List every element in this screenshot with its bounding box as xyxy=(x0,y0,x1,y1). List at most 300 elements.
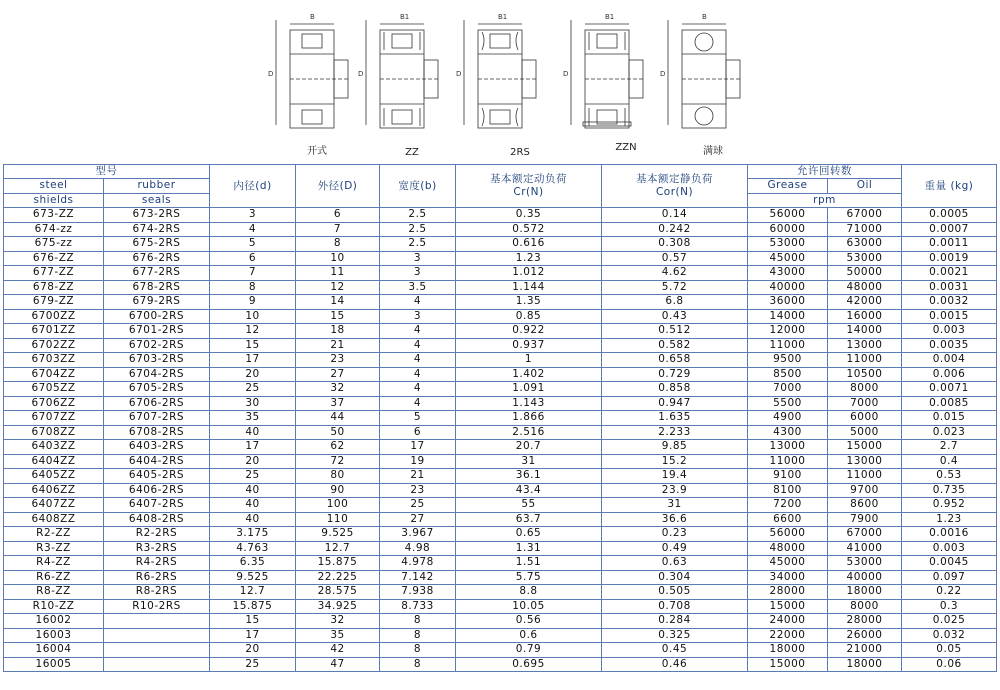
cell-oil-rpm: 21000 xyxy=(828,643,902,658)
cell-grease-rpm: 6600 xyxy=(748,512,828,527)
cell-dynamic-load: 1.31 xyxy=(456,541,602,556)
cell-seal-model: R3-2RS xyxy=(104,541,210,556)
cell-shield-model: 6703ZZ xyxy=(4,353,104,368)
cell-outer-diameter: 90 xyxy=(296,483,380,498)
cell-grease-rpm: 36000 xyxy=(748,295,828,310)
cell-seal-model: 6708-2RS xyxy=(104,425,210,440)
table-row xyxy=(4,585,997,600)
cell-outer-diameter: 12 xyxy=(296,280,380,295)
cell-weight: 0.006 xyxy=(902,367,997,382)
cell-grease-rpm: 22000 xyxy=(748,628,828,643)
cell-seal-model: R8-2RS xyxy=(104,585,210,600)
cell-outer-diameter: 72 xyxy=(296,454,380,469)
diagram-label-2rs: 2RS xyxy=(510,147,530,158)
cell-seal-model: 6404-2RS xyxy=(104,454,210,469)
header-grease: Grease xyxy=(748,179,828,194)
cell-static-load: 1.635 xyxy=(602,411,748,426)
cell-outer-diameter: 80 xyxy=(296,469,380,484)
cell-static-load: 36.6 xyxy=(602,512,748,527)
cell-width: 2.5 xyxy=(380,208,456,223)
cell-outer-diameter: 62 xyxy=(296,440,380,455)
cell-bore: 40 xyxy=(210,483,296,498)
cell-static-load: 23.9 xyxy=(602,483,748,498)
cell-dynamic-load: 1.143 xyxy=(456,396,602,411)
cell-seal-model xyxy=(104,628,210,643)
cell-bore: 9 xyxy=(210,295,296,310)
cell-width: 4 xyxy=(380,367,456,382)
cell-weight: 0.003 xyxy=(902,541,997,556)
cell-outer-diameter: 50 xyxy=(296,425,380,440)
diagram-side-label: D xyxy=(358,70,364,78)
cell-dynamic-load: 1.51 xyxy=(456,556,602,571)
cell-weight: 0.025 xyxy=(902,614,997,629)
cell-grease-rpm: 40000 xyxy=(748,280,828,295)
cell-grease-rpm: 56000 xyxy=(748,208,828,223)
cell-shield-model: 16002 xyxy=(4,614,104,629)
cell-width: 8 xyxy=(380,614,456,629)
cell-bore: 15 xyxy=(210,338,296,353)
cell-bore: 10 xyxy=(210,309,296,324)
cell-oil-rpm: 13000 xyxy=(828,454,902,469)
cell-weight: 0.0035 xyxy=(902,338,997,353)
table-row xyxy=(4,208,997,223)
cell-dynamic-load: 0.35 xyxy=(456,208,602,223)
cell-width: 3.5 xyxy=(380,280,456,295)
cell-oil-rpm: 71000 xyxy=(828,222,902,237)
table-row xyxy=(4,454,997,469)
cell-static-load: 0.14 xyxy=(602,208,748,223)
cell-seal-model: 675-2RS xyxy=(104,237,210,252)
cell-dynamic-load: 0.85 xyxy=(456,309,602,324)
cell-outer-diameter: 47 xyxy=(296,657,380,672)
cell-weight: 0.0031 xyxy=(902,280,997,295)
cell-grease-rpm: 48000 xyxy=(748,541,828,556)
cell-outer-diameter: 21 xyxy=(296,338,380,353)
header-model: 型号 xyxy=(4,165,210,179)
diagram-dim-top: B xyxy=(702,13,707,21)
cell-outer-diameter: 9.525 xyxy=(296,527,380,542)
table-row xyxy=(4,541,997,556)
cell-shield-model: 16003 xyxy=(4,628,104,643)
cell-shield-model: 675-zz xyxy=(4,237,104,252)
cell-seal-model: R2-2RS xyxy=(104,527,210,542)
bearing-diagrams xyxy=(0,0,1000,165)
cell-outer-diameter: 11 xyxy=(296,266,380,281)
cell-static-load: 0.45 xyxy=(602,643,748,658)
cell-static-load: 5.72 xyxy=(602,280,748,295)
cell-outer-diameter: 27 xyxy=(296,367,380,382)
cell-static-load: 0.49 xyxy=(602,541,748,556)
cell-dynamic-load: 1.35 xyxy=(456,295,602,310)
cell-bore: 5 xyxy=(210,237,296,252)
cell-outer-diameter: 42 xyxy=(296,643,380,658)
cell-static-load: 4.62 xyxy=(602,266,748,281)
cell-oil-rpm: 11000 xyxy=(828,469,902,484)
header-rubber: rubber xyxy=(104,179,210,194)
table-row xyxy=(4,425,997,440)
cell-seal-model: 6407-2RS xyxy=(104,498,210,513)
cell-static-load: 0.284 xyxy=(602,614,748,629)
table-row xyxy=(4,353,997,368)
cell-static-load: 0.582 xyxy=(602,338,748,353)
cell-weight: 0.004 xyxy=(902,353,997,368)
cell-seal-model: R10-2RS xyxy=(104,599,210,614)
cell-dynamic-load: 43.4 xyxy=(456,483,602,498)
cell-dynamic-load: 31 xyxy=(456,454,602,469)
cell-shield-model: 6702ZZ xyxy=(4,338,104,353)
cell-shield-model: 674-zz xyxy=(4,222,104,237)
cell-outer-diameter: 23 xyxy=(296,353,380,368)
cell-seal-model: 6703-2RS xyxy=(104,353,210,368)
cell-bore: 25 xyxy=(210,382,296,397)
header-static-load-title: 基本额定静负荷 xyxy=(636,173,713,185)
cell-oil-rpm: 41000 xyxy=(828,541,902,556)
cell-weight: 0.0085 xyxy=(902,396,997,411)
header-width: 宽度(b) xyxy=(380,165,456,208)
table-body xyxy=(4,208,997,672)
bearing-diagram-full xyxy=(668,20,740,128)
cell-bore: 40 xyxy=(210,425,296,440)
cell-outer-diameter: 7 xyxy=(296,222,380,237)
cell-shield-model: R3-ZZ xyxy=(4,541,104,556)
cell-seal-model xyxy=(104,643,210,658)
cell-shield-model: R8-ZZ xyxy=(4,585,104,600)
cell-width: 3 xyxy=(380,266,456,281)
table-row xyxy=(4,295,997,310)
cell-static-load: 0.658 xyxy=(602,353,748,368)
header-shields: shields xyxy=(4,193,104,208)
table-row xyxy=(4,367,997,382)
cell-bore: 25 xyxy=(210,469,296,484)
cell-dynamic-load: 1.091 xyxy=(456,382,602,397)
cell-bore: 4.763 xyxy=(210,541,296,556)
cell-shield-model: 676-ZZ xyxy=(4,251,104,266)
table-row xyxy=(4,396,997,411)
table-row xyxy=(4,643,997,658)
cell-weight: 0.0032 xyxy=(902,295,997,310)
cell-seal-model: R4-2RS xyxy=(104,556,210,571)
cell-outer-diameter: 22.225 xyxy=(296,570,380,585)
cell-grease-rpm: 24000 xyxy=(748,614,828,629)
header-dynamic-load xyxy=(456,165,602,208)
cell-width: 4 xyxy=(380,396,456,411)
cell-width: 17 xyxy=(380,440,456,455)
cell-seal-model: 6702-2RS xyxy=(104,338,210,353)
cell-bore: 20 xyxy=(210,367,296,382)
header-weight: 重量 (kg) xyxy=(902,165,997,208)
cell-width: 4 xyxy=(380,295,456,310)
diagram-dim-top: B1 xyxy=(498,13,508,21)
cell-grease-rpm: 13000 xyxy=(748,440,828,455)
cell-bore: 17 xyxy=(210,440,296,455)
cell-shield-model: 16004 xyxy=(4,643,104,658)
cell-bore: 35 xyxy=(210,411,296,426)
cell-bore: 6.35 xyxy=(210,556,296,571)
cell-bore: 9.525 xyxy=(210,570,296,585)
cell-seal-model: 6701-2RS xyxy=(104,324,210,339)
cell-dynamic-load: 55 xyxy=(456,498,602,513)
cell-grease-rpm: 28000 xyxy=(748,585,828,600)
cell-static-load: 0.505 xyxy=(602,585,748,600)
cell-shield-model: 6403ZZ xyxy=(4,440,104,455)
cell-shield-model: R2-ZZ xyxy=(4,527,104,542)
cell-static-load: 0.947 xyxy=(602,396,748,411)
cell-width: 4 xyxy=(380,338,456,353)
cell-grease-rpm: 11000 xyxy=(748,454,828,469)
cell-grease-rpm: 9500 xyxy=(748,353,828,368)
cell-outer-diameter: 37 xyxy=(296,396,380,411)
cell-shield-model: 679-ZZ xyxy=(4,295,104,310)
table-row xyxy=(4,556,997,571)
cell-oil-rpm: 14000 xyxy=(828,324,902,339)
cell-shield-model: 6704ZZ xyxy=(4,367,104,382)
header-static-load xyxy=(602,165,748,208)
cell-grease-rpm: 45000 xyxy=(748,251,828,266)
header-oil: Oil xyxy=(828,179,902,194)
cell-oil-rpm: 67000 xyxy=(828,527,902,542)
table-row xyxy=(4,237,997,252)
cell-seal-model: 678-2RS xyxy=(104,280,210,295)
header-dynamic-load-title: 基本额定动负荷 xyxy=(490,173,567,185)
header-rpm: rpm xyxy=(748,193,902,208)
cell-dynamic-load: 0.56 xyxy=(456,614,602,629)
cell-weight: 0.06 xyxy=(902,657,997,672)
cell-bore: 6 xyxy=(210,251,296,266)
cell-dynamic-load: 10.05 xyxy=(456,599,602,614)
cell-width: 25 xyxy=(380,498,456,513)
table-row xyxy=(4,527,997,542)
cell-seal-model: 6408-2RS xyxy=(104,512,210,527)
cell-bore: 12 xyxy=(210,324,296,339)
cell-seal-model: 674-2RS xyxy=(104,222,210,237)
bearing-diagram-open xyxy=(276,20,348,128)
cell-dynamic-load: 1.144 xyxy=(456,280,602,295)
cell-bore: 4 xyxy=(210,222,296,237)
cell-width: 4 xyxy=(380,353,456,368)
bearing-diagram-zz xyxy=(366,20,438,128)
cell-shield-model: 673-ZZ xyxy=(4,208,104,223)
cell-width: 6 xyxy=(380,425,456,440)
cell-weight: 0.097 xyxy=(902,570,997,585)
cell-shield-model: 16005 xyxy=(4,657,104,672)
cell-shield-model: 6406ZZ xyxy=(4,483,104,498)
cell-oil-rpm: 50000 xyxy=(828,266,902,281)
cell-outer-diameter: 10 xyxy=(296,251,380,266)
cell-bore: 12.7 xyxy=(210,585,296,600)
cell-width: 2.5 xyxy=(380,222,456,237)
cell-weight: 0.4 xyxy=(902,454,997,469)
cell-seal-model: 676-2RS xyxy=(104,251,210,266)
cell-grease-rpm: 15000 xyxy=(748,657,828,672)
cell-grease-rpm: 5500 xyxy=(748,396,828,411)
table-row xyxy=(4,512,997,527)
cell-weight: 0.003 xyxy=(902,324,997,339)
header-static-load-unit: Cor(N) xyxy=(655,186,694,198)
cell-dynamic-load: 0.937 xyxy=(456,338,602,353)
cell-grease-rpm: 15000 xyxy=(748,599,828,614)
cell-seal-model xyxy=(104,657,210,672)
cell-shield-model: 6708ZZ xyxy=(4,425,104,440)
diagram-side-label: D xyxy=(456,70,462,78)
cell-static-load: 0.23 xyxy=(602,527,748,542)
cell-oil-rpm: 7900 xyxy=(828,512,902,527)
cell-width: 27 xyxy=(380,512,456,527)
cell-static-load: 19.4 xyxy=(602,469,748,484)
cell-grease-rpm: 11000 xyxy=(748,338,828,353)
cell-width: 19 xyxy=(380,454,456,469)
cell-outer-diameter: 12.7 xyxy=(296,541,380,556)
cell-outer-diameter: 100 xyxy=(296,498,380,513)
cell-width: 5 xyxy=(380,411,456,426)
cell-dynamic-load: 8.8 xyxy=(456,585,602,600)
cell-oil-rpm: 6000 xyxy=(828,411,902,426)
cell-width: 3.967 xyxy=(380,527,456,542)
diagram-label-zzn: ZZN xyxy=(615,142,637,153)
table-row xyxy=(4,657,997,672)
cell-seal-model xyxy=(104,614,210,629)
cell-outer-diameter: 15.875 xyxy=(296,556,380,571)
cell-static-load: 0.304 xyxy=(602,570,748,585)
diagram-side-label: D xyxy=(268,70,274,78)
cell-weight: 1.23 xyxy=(902,512,997,527)
diagram-dim-top: B xyxy=(310,13,315,21)
table-row xyxy=(4,614,997,629)
cell-oil-rpm: 53000 xyxy=(828,556,902,571)
cell-static-load: 0.308 xyxy=(602,237,748,252)
cell-outer-diameter: 14 xyxy=(296,295,380,310)
cell-width: 21 xyxy=(380,469,456,484)
cell-shield-model: R4-ZZ xyxy=(4,556,104,571)
cell-shield-model: 6405ZZ xyxy=(4,469,104,484)
cell-width: 3 xyxy=(380,309,456,324)
cell-oil-rpm: 67000 xyxy=(828,208,902,223)
cell-seal-model: 673-2RS xyxy=(104,208,210,223)
table-row xyxy=(4,222,997,237)
cell-seal-model: R6-2RS xyxy=(104,570,210,585)
cell-weight: 0.0016 xyxy=(902,527,997,542)
cell-grease-rpm: 7000 xyxy=(748,382,828,397)
cell-weight: 0.015 xyxy=(902,411,997,426)
cell-bore: 30 xyxy=(210,396,296,411)
cell-dynamic-load: 1.012 xyxy=(456,266,602,281)
cell-static-load: 9.85 xyxy=(602,440,748,455)
cell-shield-model: 677-ZZ xyxy=(4,266,104,281)
header-outer: 外径(D) xyxy=(296,165,380,208)
cell-bore: 17 xyxy=(210,353,296,368)
cell-grease-rpm: 7200 xyxy=(748,498,828,513)
cell-weight: 2.7 xyxy=(902,440,997,455)
cell-shield-model: 6707ZZ xyxy=(4,411,104,426)
cell-static-load: 0.325 xyxy=(602,628,748,643)
cell-dynamic-load: 1.23 xyxy=(456,251,602,266)
cell-oil-rpm: 40000 xyxy=(828,570,902,585)
diagram-label-zz: ZZ xyxy=(405,147,419,158)
cell-grease-rpm: 8100 xyxy=(748,483,828,498)
cell-seal-model: 6704-2RS xyxy=(104,367,210,382)
cell-shield-model: 6705ZZ xyxy=(4,382,104,397)
diagram-label-full: 满球 xyxy=(703,146,723,157)
cell-dynamic-load: 1.866 xyxy=(456,411,602,426)
cell-oil-rpm: 8000 xyxy=(828,382,902,397)
cell-dynamic-load: 63.7 xyxy=(456,512,602,527)
cell-bore: 15.875 xyxy=(210,599,296,614)
cell-weight: 0.0019 xyxy=(902,251,997,266)
header-bore: 内径(d) xyxy=(210,165,296,208)
header-seals: seals xyxy=(104,193,210,208)
cell-shield-model: R10-ZZ xyxy=(4,599,104,614)
cell-oil-rpm: 7000 xyxy=(828,396,902,411)
cell-oil-rpm: 11000 xyxy=(828,353,902,368)
cell-oil-rpm: 53000 xyxy=(828,251,902,266)
cell-weight: 0.22 xyxy=(902,585,997,600)
cell-grease-rpm: 8500 xyxy=(748,367,828,382)
cell-bore: 20 xyxy=(210,643,296,658)
cell-outer-diameter: 34.925 xyxy=(296,599,380,614)
table-row xyxy=(4,411,997,426)
cell-outer-diameter: 44 xyxy=(296,411,380,426)
cell-oil-rpm: 10500 xyxy=(828,367,902,382)
cell-dynamic-load: 0.79 xyxy=(456,643,602,658)
cell-seal-model: 6406-2RS xyxy=(104,483,210,498)
cell-shield-model: 678-ZZ xyxy=(4,280,104,295)
cell-width: 4 xyxy=(380,382,456,397)
cell-oil-rpm: 63000 xyxy=(828,237,902,252)
cell-dynamic-load: 20.7 xyxy=(456,440,602,455)
cell-seal-model: 6700-2RS xyxy=(104,309,210,324)
bearing-diagram-2rs xyxy=(464,20,536,128)
cell-width: 8.733 xyxy=(380,599,456,614)
table-row xyxy=(4,309,997,324)
cell-grease-rpm: 60000 xyxy=(748,222,828,237)
cell-static-load: 0.43 xyxy=(602,309,748,324)
table-row xyxy=(4,382,997,397)
cell-shield-model: 6706ZZ xyxy=(4,396,104,411)
cell-shield-model: R6-ZZ xyxy=(4,570,104,585)
table-row xyxy=(4,570,997,585)
cell-width: 4.978 xyxy=(380,556,456,571)
cell-weight: 0.0007 xyxy=(902,222,997,237)
cell-static-load: 15.2 xyxy=(602,454,748,469)
table-row xyxy=(4,628,997,643)
cell-width: 23 xyxy=(380,483,456,498)
cell-oil-rpm: 48000 xyxy=(828,280,902,295)
cell-bore: 20 xyxy=(210,454,296,469)
cell-static-load: 2.233 xyxy=(602,425,748,440)
cell-grease-rpm: 18000 xyxy=(748,643,828,658)
cell-dynamic-load: 0.616 xyxy=(456,237,602,252)
cell-shield-model: 6407ZZ xyxy=(4,498,104,513)
cell-bore: 15 xyxy=(210,614,296,629)
table-row xyxy=(4,483,997,498)
cell-width: 8 xyxy=(380,657,456,672)
cell-shield-model: 6408ZZ xyxy=(4,512,104,527)
cell-oil-rpm: 5000 xyxy=(828,425,902,440)
cell-outer-diameter: 18 xyxy=(296,324,380,339)
cell-bore: 8 xyxy=(210,280,296,295)
cell-static-load: 0.858 xyxy=(602,382,748,397)
cell-weight: 0.3 xyxy=(902,599,997,614)
cell-dynamic-load: 36.1 xyxy=(456,469,602,484)
cell-oil-rpm: 8600 xyxy=(828,498,902,513)
cell-static-load: 0.708 xyxy=(602,599,748,614)
cell-oil-rpm: 15000 xyxy=(828,440,902,455)
cell-seal-model: 6706-2RS xyxy=(104,396,210,411)
cell-seal-model: 679-2RS xyxy=(104,295,210,310)
cell-outer-diameter: 8 xyxy=(296,237,380,252)
cell-static-load: 0.46 xyxy=(602,657,748,672)
cell-width: 7.938 xyxy=(380,585,456,600)
cell-outer-diameter: 32 xyxy=(296,382,380,397)
